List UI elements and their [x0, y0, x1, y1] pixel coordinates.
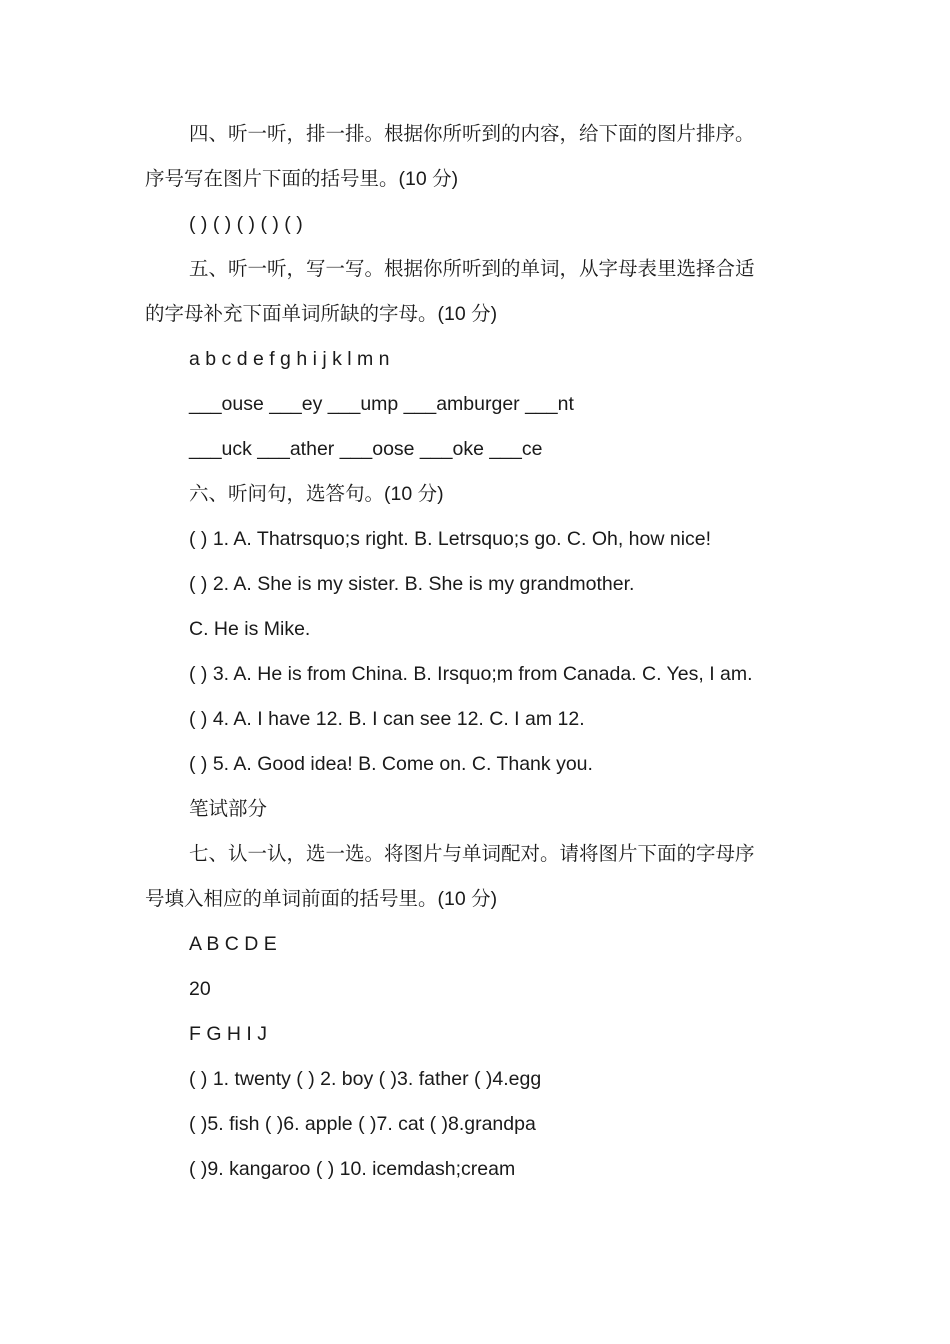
picture-letters-row-2: F G H I J	[189, 1023, 267, 1045]
picture-number-20: 20	[189, 978, 211, 1000]
question-2: ( ) 2. A. She is my sister. B. She is my grandmother.	[189, 573, 635, 595]
section-7-line-1: 七、认一认，选一选。将图片与单词配对。请将图片下面的字母序	[189, 843, 755, 865]
missing-letter-words-row-1: ___ouse ___ey ___ump ___amburger ___nt	[189, 393, 574, 415]
section-5-line-2: 的字母补充下面单词所缺的字母。(10 分)	[145, 303, 498, 325]
written-part-heading: 笔试部分	[189, 798, 268, 820]
section-5-instruction	[145, 247, 810, 337]
section-6-title: 六、听问句，选答句。(10 分)	[189, 483, 444, 505]
section-4-brackets: ( ) ( ) ( ) ( ) ( )	[189, 213, 303, 235]
section-4-line-2: 序号写在图片下面的括号里。(10 分)	[145, 168, 459, 190]
question-3: ( ) 3. A. He is from China. B. Irsquo;m from Canada. C. Yes, I am.	[189, 663, 753, 685]
document-content	[145, 112, 810, 1192]
section-7-instruction	[145, 832, 810, 922]
matching-row-1: ( ) 1. twenty ( ) 2. boy ( )3. father ( )4.egg	[189, 1068, 542, 1090]
section-4-line-1: 四、听一听，排一排。根据你所听到的内容，给下面的图片排序。	[189, 123, 755, 145]
matching-row-2: ( )5. fish ( )6. apple ( )7. cat ( )8.grandpa	[189, 1113, 536, 1135]
section-4-instruction	[145, 112, 810, 202]
question-1: ( ) 1. A. Thatrsquo;s right. B. Letrsquo;s go. C. Oh, how nice!	[189, 528, 712, 550]
section-7-line-2: 号填入相应的单词前面的括号里。(10 分)	[145, 888, 498, 910]
picture-letters-row-1: A B C D E	[189, 933, 277, 955]
alphabet-line: a b c d e f g h i j k l m n	[189, 348, 390, 370]
matching-row-3: ( )9. kangaroo ( ) 10. icemdash;cream	[189, 1158, 516, 1180]
question-5: ( ) 5. A. Good idea! B. Come on. C. Thank you.	[189, 753, 593, 775]
question-2-continued: C. He is Mike.	[189, 618, 311, 640]
missing-letter-words-row-2: ___uck ___ather ___oose ___oke ___ce	[189, 438, 543, 460]
question-4: ( ) 4. A. I have 12. B. I can see 12. C. I am 12.	[189, 708, 585, 730]
section-5-line-1: 五、听一听，写一写。根据你所听到的单词，从字母表里选择合适	[189, 258, 755, 280]
